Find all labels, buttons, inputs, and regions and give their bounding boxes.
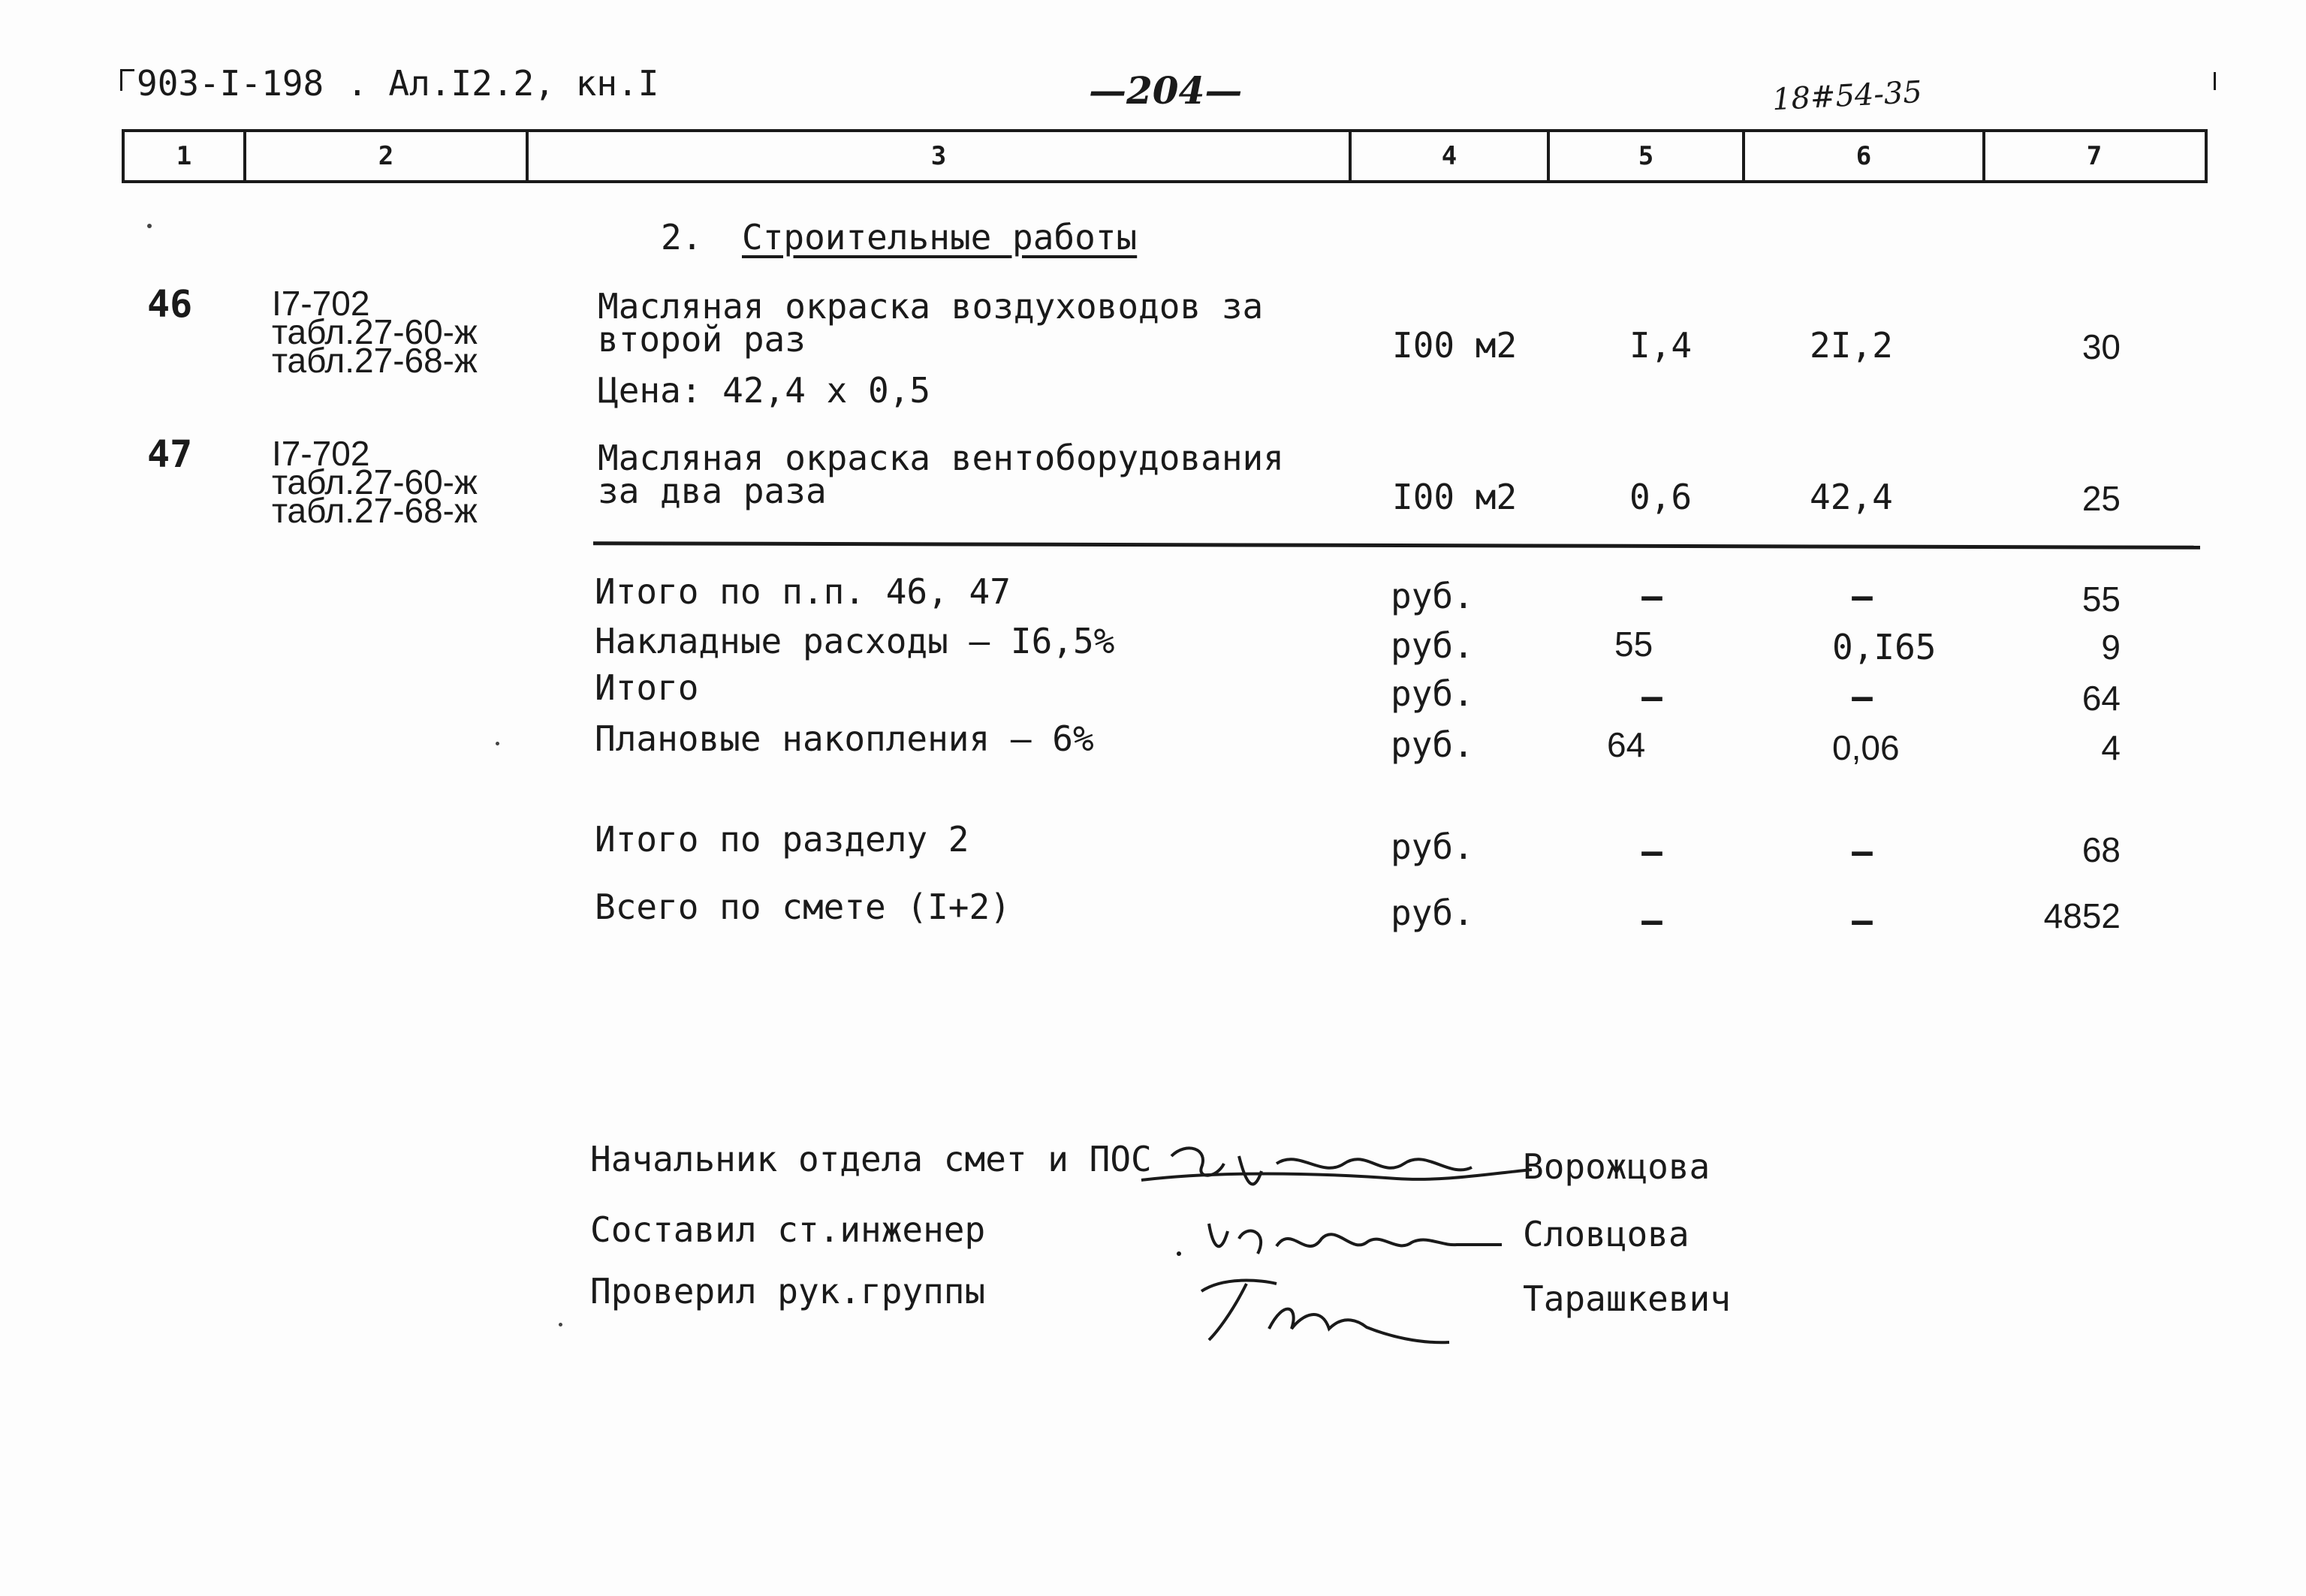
item-47-desc-1: Масляная окраска вентоборудования xyxy=(598,438,1284,478)
summary-col5: – xyxy=(1641,900,1662,941)
summary-unit: руб. xyxy=(1391,827,1474,867)
summary-unit: руб. xyxy=(1391,673,1474,714)
scan-speck xyxy=(559,1323,562,1326)
summary-col6: – xyxy=(1852,831,1873,872)
item-46-unit: I00 м2 xyxy=(1392,325,1518,366)
column-number-5: 5 xyxy=(1638,141,1654,171)
column-number-3: 3 xyxy=(930,141,947,171)
item-46-unit-price: 2I,2 xyxy=(1810,325,1893,366)
summary-col5: 55 xyxy=(1614,625,1653,664)
item-47-unit: I00 м2 xyxy=(1392,477,1518,517)
item-47-unit-price: 42,4 xyxy=(1810,477,1893,517)
summary-unit: руб. xyxy=(1391,625,1474,666)
signature-role-checker: Проверил рук.группы xyxy=(590,1271,986,1311)
summary-col6: – xyxy=(1852,676,1873,717)
item-47-total: 25 xyxy=(2081,479,2121,518)
archive-stamp: 18#54-35 xyxy=(1771,74,1923,118)
signature-role-head: Начальник отдела смет и ПОС xyxy=(590,1139,1152,1179)
summary-col7: 9 xyxy=(2101,628,2121,667)
summary-col6: 0,I65 xyxy=(1832,627,1937,667)
summary-col7: 4852 xyxy=(2043,896,2121,935)
section-number: 2. xyxy=(661,217,703,257)
summary-unit: руб. xyxy=(1391,576,1474,616)
item-47-quantity: 0,6 xyxy=(1629,477,1693,517)
item-46-desc-1: Масляная окраска воздуховодов за xyxy=(598,286,1264,327)
item-47-number: 47 xyxy=(147,432,193,476)
item-46-total: 30 xyxy=(2081,327,2121,366)
summary-col7: 4 xyxy=(2101,728,2121,767)
summary-label: Итого по разделу 2 xyxy=(595,819,969,860)
edge-tick xyxy=(2214,72,2216,90)
signature-vorozhtsova xyxy=(1126,1126,1547,1209)
column-number-1: 1 xyxy=(176,141,192,171)
summary-col5: – xyxy=(1641,576,1662,616)
document-code: 903-I-198 xyxy=(137,63,324,104)
item-46-ref-3: табл.27-68-ж xyxy=(272,341,478,380)
item-46-number: 46 xyxy=(147,282,193,326)
summary-col7: 64 xyxy=(2081,679,2121,718)
scan-speck xyxy=(496,742,499,745)
summary-col5: – xyxy=(1641,831,1662,872)
signature-role-engineer: Составил ст.инженер xyxy=(590,1209,986,1250)
column-number-6: 6 xyxy=(1855,141,1872,171)
column-number-2: 2 xyxy=(378,141,394,171)
summary-label: Итого по п.п. 46, 47 xyxy=(595,571,1011,612)
section-title: Строительные работы xyxy=(742,217,1138,257)
summary-col5: 64 xyxy=(1607,725,1646,764)
page-number: —204— xyxy=(1089,68,1243,113)
summary-col7: 55 xyxy=(2081,580,2121,619)
column-number-7: 7 xyxy=(2086,141,2103,171)
item-46-ref-2: табл.27-60-ж xyxy=(272,312,478,351)
corner-mark xyxy=(120,69,134,91)
item-46-ref-1: I7-702 xyxy=(272,284,370,323)
item-47-ref-3: табл.27-68-ж xyxy=(272,491,478,530)
signature-name-engineer: Словцова xyxy=(1523,1214,1690,1254)
summary-col6: 0,06 xyxy=(1832,728,1900,767)
signature-name-checker: Тарашкевич xyxy=(1523,1278,1731,1319)
summary-unit: руб. xyxy=(1391,893,1474,933)
summary-label: Плановые накопления – 6% xyxy=(595,718,1094,759)
summary-unit: руб. xyxy=(1391,724,1474,765)
item-46-desc-2: второй раз xyxy=(598,319,806,360)
item-47-ref-2: табл.27-60-ж xyxy=(272,462,478,501)
summary-col7: 68 xyxy=(2081,830,2121,869)
summary-label: Итого xyxy=(595,667,699,708)
totals-separator xyxy=(593,541,2200,550)
column-number-4: 4 xyxy=(1441,141,1457,171)
summary-label: Накладные расходы – I6,5% xyxy=(595,621,1115,661)
album-reference: . Ал.I2.2, кн.I xyxy=(347,63,659,104)
item-47-ref-1: I7-702 xyxy=(272,434,370,473)
summary-label: Всего по смете (I+2) xyxy=(595,887,1011,927)
item-47-desc-2: за два раза xyxy=(598,471,827,511)
scan-speck xyxy=(147,224,152,228)
signature-tarashkevich xyxy=(1171,1261,1457,1359)
summary-col5: – xyxy=(1641,676,1662,717)
item-46-quantity: I,4 xyxy=(1629,325,1693,366)
summary-col6: – xyxy=(1852,576,1873,616)
item-46-price-note: Цена: 42,4 х 0,5 xyxy=(598,370,931,411)
signature-name-head: Ворожцова xyxy=(1523,1146,1711,1187)
summary-col6: – xyxy=(1852,900,1873,941)
